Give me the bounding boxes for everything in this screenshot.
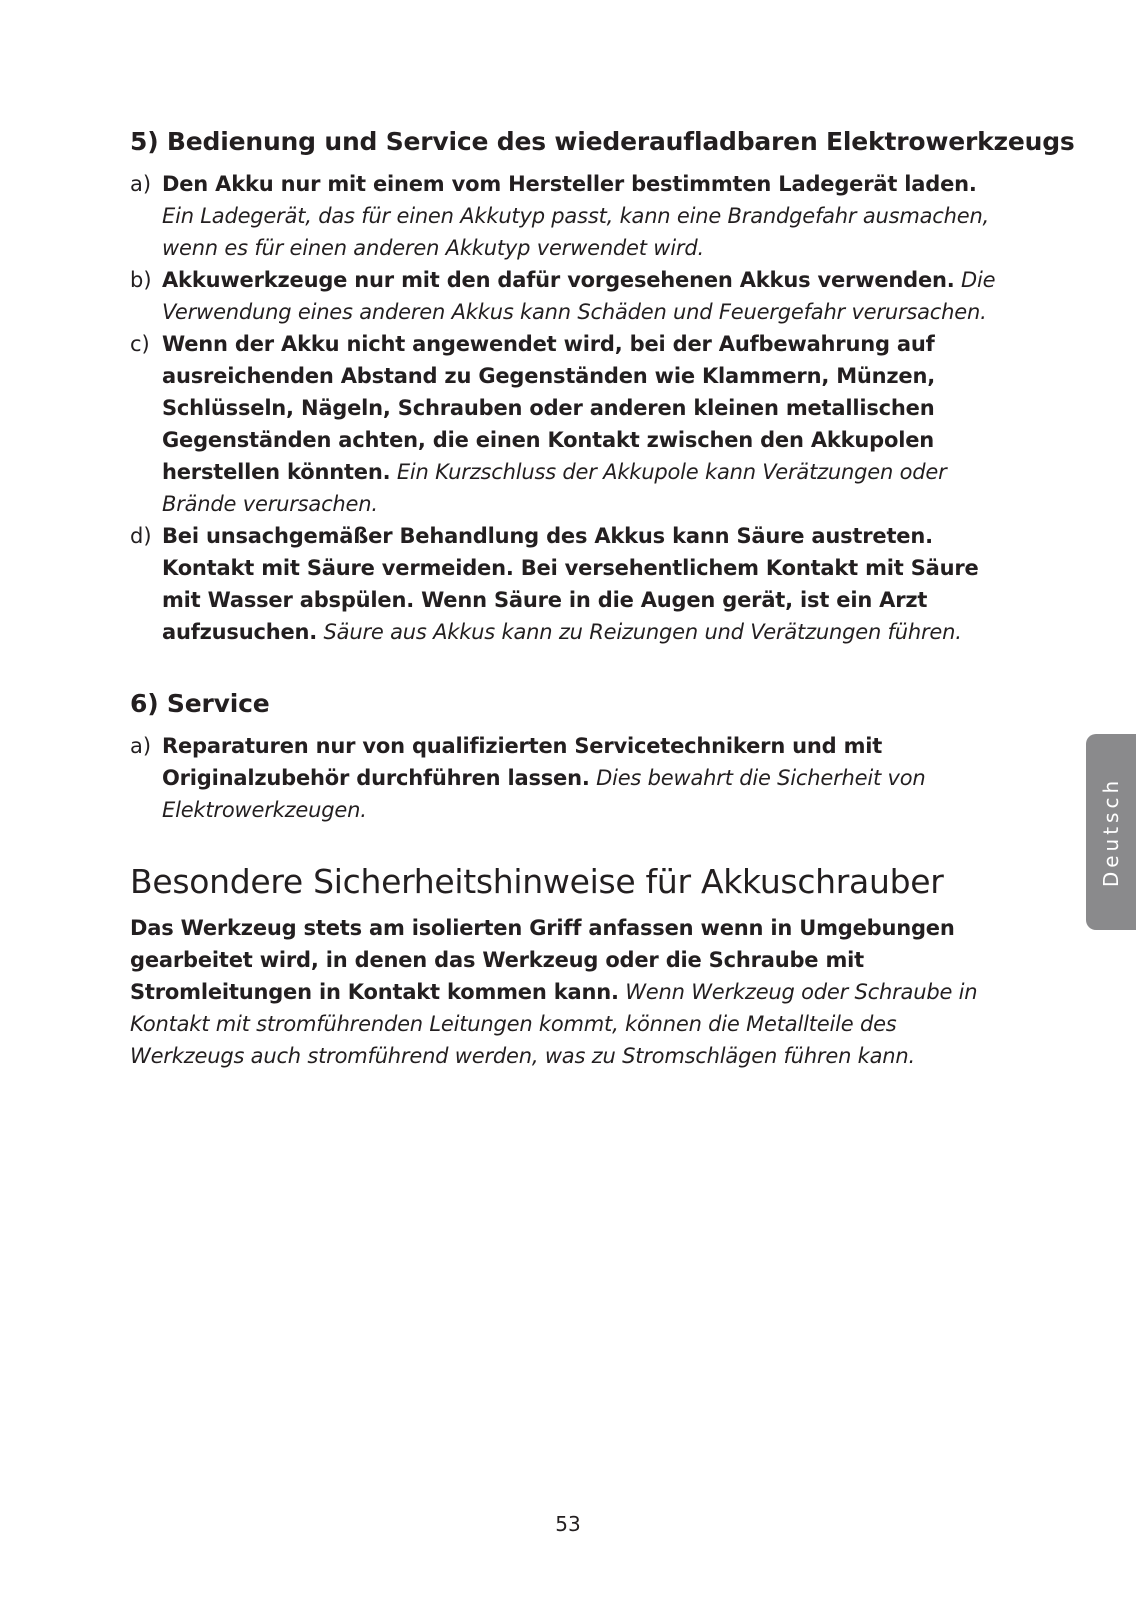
item-text — [162, 264, 1010, 328]
item-explanation: Säure aus Akkus kann zu Reizungen und Verätzungen führen. — [323, 620, 962, 644]
item-instruction: Wenn der Akku nicht angewendet wird, bei der Aufbewahrung auf ausreichenden Abstand zu Gegenständen wie Klammern, Münzen, Schlüsseln, Nägeln, Schrauben oder anderen kleinen metallischen Gegenständen achten, die einen Kontakt zwischen den Akkupolen herstellen könnten. — [162, 332, 936, 484]
item-instruction: Den Akku nur mit einem vom Hersteller bestimmten Ladegerät laden. — [162, 172, 977, 196]
item-text — [162, 520, 1010, 648]
language-tab — [1086, 734, 1136, 930]
special-explanation: Wenn Werkzeug oder Schraube in Kontakt mit stromführenden Leitungen kommt, können die Metallteile des Werkzeugs auch stromführend werden, was zu Stromschlägen führen kann. — [130, 980, 978, 1068]
item-text — [162, 730, 1010, 826]
special-safety-text — [130, 912, 1010, 1072]
item-instruction: Akkuwerkzeuge nur mit den dafür vorgesehenen Akkus verwenden. — [162, 268, 955, 292]
section-5-item-d — [130, 520, 1010, 648]
item-instruction: Reparaturen nur von qualifizierten Servicetechnikern und mit Originalzubehör durchführen lassen. — [162, 734, 883, 790]
page-number: 53 — [555, 1512, 581, 1536]
section-6-heading: 6) Service — [130, 689, 270, 718]
special-safety-heading: Besondere Sicherheitshinweise für Akkuschrauber — [130, 862, 944, 901]
special-instruction: Das Werkzeug stets am isolierten Griff anfassen wenn in Umgebungen gearbeitet wird, in denen das Werkzeug oder die Schraube mit Stromleitungen in Kontakt kommen kann. — [130, 916, 955, 1004]
section-5-heading: 5) Bedienung und Service des wiederaufladbaren Elektrowerkzeugs — [130, 127, 1075, 156]
item-letter: b) — [130, 268, 152, 292]
item-letter: a) — [130, 172, 152, 196]
item-text — [162, 168, 1010, 264]
item-explanation: Dies bewahrt die Sicherheit von Elektrowerkzeugen. — [162, 766, 926, 822]
item-text — [162, 328, 1010, 520]
item-explanation: Die Verwendung eines anderen Akkus kann Schäden und Feuergefahr verursachen. — [162, 268, 996, 324]
section-5-item-b — [130, 264, 1010, 328]
item-explanation: Ein Ladegerät, das für einen Akkutyp passt, kann eine Brandgefahr ausmachen, wenn es für einen anderen Akkutyp verwendet wird. — [162, 204, 990, 260]
section-6-item-a — [130, 730, 1010, 826]
item-letter: c) — [130, 332, 150, 356]
item-instruction: Bei unsachgemäßer Behandlung des Akkus kann Säure austreten. Kontakt mit Säure vermeiden. Bei versehentlichem Kontakt mit Säure mit Wasser abspülen. Wenn Säure in die Augen gerät, ist ein Arzt aufzusuchen. — [162, 524, 979, 644]
item-letter: a) — [130, 734, 152, 758]
section-5-item-c — [130, 328, 1010, 520]
page-content — [130, 126, 1075, 1072]
section-5-item-a — [130, 168, 1010, 264]
item-explanation: Ein Kurzschluss der Akkupole kann Verätzungen oder Brände verursachen. — [162, 460, 947, 516]
item-letter: d) — [130, 524, 152, 548]
language-tab-label: Deutsch — [1099, 776, 1123, 888]
